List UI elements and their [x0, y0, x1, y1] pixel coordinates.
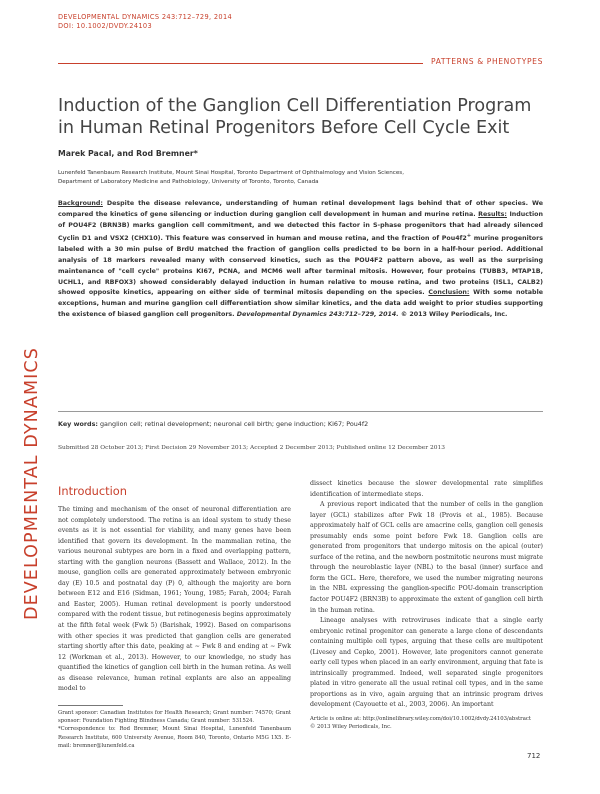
- affiliation-line: Department of Laboratory Medicine and Pathobiology, University of Toronto, Toronto, Canada: [58, 179, 319, 186]
- abstract-background-text: Despite the disease relevance, understanding of human retinal development lags behind that of other species. We compared the kinetics of gene silencing or induction during ganglion cell development in human and murine retina.: [58, 200, 543, 218]
- intro-paragraph: dissect kinetics because the slower developmental rate simplifies identification of intermediate steps.: [310, 480, 543, 498]
- footnotes-right: [310, 715, 543, 731]
- journal-header: [58, 13, 232, 30]
- grant-footnote: Grant sponsor: Canadian Institutes for Health Research; Grant number: 74570; Grant sponsor: Foundation Fighting Blindness Canada; Grant number: 531524.: [58, 710, 291, 725]
- paper-title: Induction of the Ganglion Cell Differentiation Program in Human Retinal Progenitors Before Cell Cycle Exit: [58, 96, 532, 138]
- intro-right-column: [310, 479, 543, 711]
- journal-citation: DEVELOPMENTAL DYNAMICS 243:712–729, 2014: [58, 13, 233, 21]
- abstract: [58, 199, 543, 321]
- intro-left-column: [58, 505, 291, 695]
- sidebar-journal-label: DEVELOPMENTAL DYNAMICS: [22, 347, 42, 620]
- abstract-results-text: Induction of POU4F2 (BRN3B) marks ganglion cell commitment, and we detected this factor in S-phase progenitors that had already silenced Cyclin D1 and VSX2 (CHX10). This feature was conserved in human and mouse retina, and the fraction of Pou4f2: [58, 210, 543, 243]
- paper-authors: Marek Pacal, and Rod Bremner*: [58, 149, 198, 158]
- footnote-copyright: © 2013 Wiley Periodicals, Inc.: [310, 724, 392, 731]
- footnotes-left: [58, 709, 291, 750]
- affiliation-line: Lunenfeld Tanenbaum Research Institute, Mount Sinai Hospital, Toronto Department of Ophthalmology and Vision Sciences,: [58, 170, 404, 176]
- correspondence-footnote: *Correspondence to: Rod Bremner, Mount Sinai Hospital, Lunenfeld Tanenbaum Research Institute, 600 University Avenue, Room 840, Toronto, Ontario M5G 1X5. E-mail: bremner@lunenfeld.ca: [58, 726, 291, 749]
- journal-sidebar: [0, 100, 44, 620]
- abstract-results-text-continued: murine progenitors labeled with a 30 min pulse of BrdU matched the fraction of ganglion cells predicted to be born in a half-hour period. Additional analysis of 18 markers revealed many with conserved kinetics, such as the POU4F2 pattern above, as well as the surprising maintenance of "cell cycle" proteins KI67, PCNA, and MCM6 well after terminal mitosis. However, four proteins (TUBB3, MTAP1B, UCHL1, and RBFOX3) showed considerably delayed induction in human relative to mouse retina, and two proteins (ISL1, CALB2) showed opposite kinetics, appearing on either side of terminal mitosis depending on the species.: [58, 235, 543, 297]
- keywords-label: Key words:: [58, 420, 98, 428]
- publication-dates: Submitted 28 October 2013; First Decision 29 November 2013; Accepted 2 December 2013; Published online 12 December 2013: [58, 445, 445, 451]
- keywords-rule: [58, 411, 543, 412]
- introduction-heading: Introduction: [58, 484, 127, 498]
- abstract-conclusion-text: With some notable exceptions, human and murine ganglion cell differentiation show similar kinetics, and the data add weight to prior studies supporting the existence of biased ganglion cell progenitors.: [58, 289, 543, 319]
- keywords-text: ganglion cell; retinal development; neuronal cell birth; gene induction; Ki67; Pou4f2: [100, 420, 369, 428]
- journal-doi[interactable]: DOI: 10.1002/DVDY.24103: [58, 21, 153, 30]
- abstract-background-label: Background:: [58, 200, 103, 207]
- abstract-results-superscript: +: [466, 233, 472, 240]
- intro-paragraph: Lineage analyses with retroviruses indicate that a single early embryonic retinal progenitor can generate a large clone of descendants containing multiple cell types, arguing that these cells are multipotent (Livesey and Cepko, 2001). However, late progenitors cannot generate early cell types when placed in an early environment, arguing that fate is intrinsically programmed. Indeed, well separated single progenitors plated in vitro generate all the usual retinal cell types, and in the same proportions as in vivo, again arguing that an intrinsic program drives development (Cayouette et al., 2003, 2006). An important: [310, 617, 543, 709]
- keywords: [58, 420, 368, 428]
- abstract-conclusion-label: Conclusion:: [428, 289, 470, 297]
- affiliation: [58, 169, 548, 187]
- section-tag: PATTERNS & PHENOTYPES: [423, 57, 543, 66]
- intro-paragraph: A previous report indicated that the number of cells in the ganglion layer (GCL) stabilizes after Fwk 18 (Provis et al., 1985). Because approximately half of GCL cells are amacrine cells, ganglion cell genesis presumably ends some point before Fwk 18. Ganglion cells are generated from progenitors that undergo mitosis on the apical (outer) surface of the retina, and the newborn postmitotic neurons must migrate through the neuroblastic layer (NBL) to the basal (inner) surface and form the GCL. Here, therefore, we used the number migrating neurons in the NBL expressing the ganglion-specific POU-domain transcription factor POU4F2 (BRN3B) to approximate the extent of ganglion cell birth in the human retina.: [310, 501, 543, 614]
- abstract-citation: Developmental Dynamics 243:712–729, 2014.: [236, 311, 399, 319]
- abstract-results-label: Results:: [478, 210, 507, 218]
- online-link[interactable]: Article is online at: http://onlinelibrary.wiley.com/doi/10.1002/dvdy.24103/abstract: [310, 716, 531, 722]
- page-number: 712: [527, 752, 541, 760]
- footnote-rule: [58, 705, 123, 706]
- abstract-copyright: © 2013 Wiley Periodicals, Inc.: [400, 311, 508, 319]
- intro-paragraph: The timing and mechanism of the onset of neuronal differentiation are not completely understood. The retina is an ideal system to study these events as it is not essential for viability, and many genes have been identified that govern its development. In the mammalian retina, the various neuronal subtypes are born in a fixed and overlapping pattern, starting with the ganglion neurons (Bassett and Wallace, 2012). In the mouse, ganglion cells are generated approximately between embryonic day (E) 10.5 and postnatal day (P) 0, although the majority are born between E12 and E16 (Sidman, 1961; Young, 1985; Farah, 2004; Farah and Easter, 2005). Human retinal development is poorly understood compared with the rodent tissue, but retinogenesis begins approximately at the fifth fetal week (Fwk 5) (Barishak, 1992). Based on comparisons with other species it was predicted that ganglion cells are generated starting shortly after this date, peaking at ∼ Fwk 8 and ending at ∼ Fwk 12 (Workman et al., 2013). However, to our knowledge, no study has quantified the kinetics of ganglion cell birth in the human retina. As well as disease relevance, human retinal explants are also an appealing model to: [58, 506, 291, 693]
